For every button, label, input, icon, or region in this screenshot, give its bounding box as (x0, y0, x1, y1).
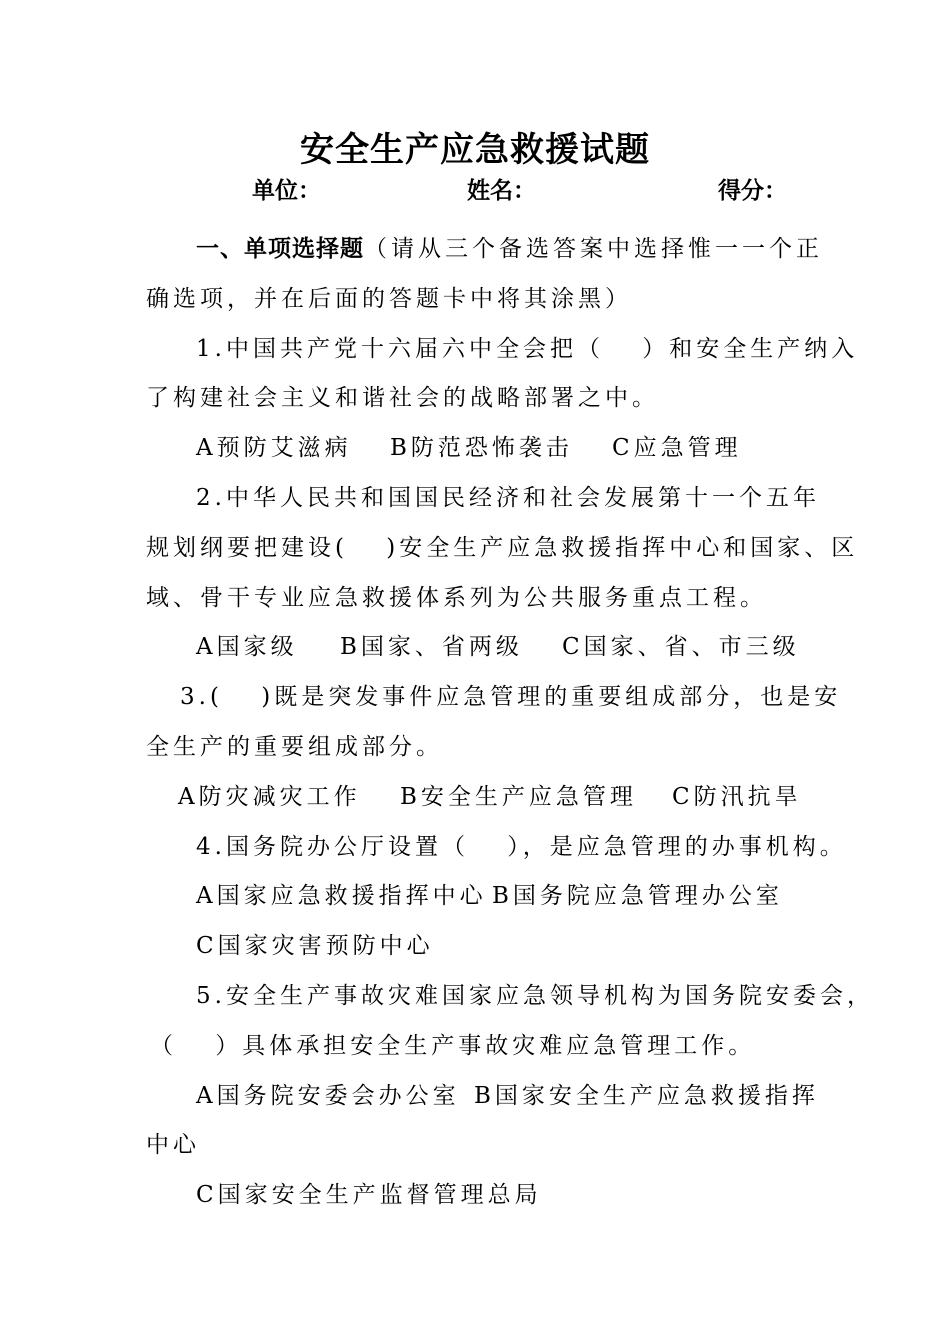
document-title: 安全生产应急救援试题 (300, 130, 650, 170)
section-instruction: （请从三个备选答案中选择惟一一个正 (364, 236, 823, 262)
question-4-option-b: B国务院应急管理办公室 (492, 883, 783, 909)
question-1-text: 1.中国共产党十六届六中全会把（ ）和安全生产纳入 (196, 336, 859, 362)
question-5-text-cont: （ ）具体承担安全生产事故灾难应急管理工作。 (150, 1033, 756, 1059)
question-1-text-cont: 了构建社会主义和谐社会的战略部署之中。 (146, 385, 659, 411)
question-4-option-c: C国家灾害预防中心 (196, 933, 434, 959)
question-2-option-b: B国家、省两级 (340, 634, 523, 660)
section-heading-line (196, 233, 823, 265)
section-heading: 一、单项选择题 (196, 235, 364, 262)
question-1-option-a: A预防艾滋病 (196, 435, 352, 461)
name-label: 姓名： (467, 177, 536, 204)
question-2-text: 2.中华人民共和国国民经济和社会发展第十一个五年 (196, 485, 820, 511)
question-3-text: 3.( )既是突发事件应急管理的重要组成部分，也是安 (180, 684, 842, 710)
question-2-option-c: C国家、省、市三级 (562, 634, 800, 660)
question-5-option-a: A国务院安委会办公室 (196, 1083, 460, 1109)
question-4-text: 4.国务院办公厅设置（ ），是应急管理的办事机构。 (196, 834, 847, 860)
question-3-text-cont: 全生产的重要组成部分。 (146, 734, 443, 760)
score-label: 得分： (718, 177, 787, 204)
question-4-option-a: A国家应急救援指挥中心 (196, 883, 487, 909)
unit-label: 单位： (252, 177, 321, 204)
question-3-option-c: C防汛抗旱 (672, 784, 802, 810)
question-2-option-a: A国家级 (196, 634, 298, 660)
question-1-option-b: B防范恐怖袭击 (390, 435, 573, 461)
question-5-option-c: C国家安全生产监督管理总局 (196, 1182, 542, 1208)
question-5-text: 5.安全生产事故灾难国家应急领导机构为国务院安委会， (196, 983, 874, 1009)
section-instruction-cont: 确选项，并在后面的答题卡中将其涂黑） (146, 286, 632, 312)
question-3-option-a: A防灾减灾工作 (178, 784, 361, 810)
question-2-text-cont: 域、骨干专业应急救援体系列为公共服务重点工程。 (146, 585, 767, 611)
question-3-option-b: B安全生产应急管理 (400, 784, 637, 810)
question-1-option-c: C应急管理 (612, 435, 742, 461)
question-5-option-b-cont: 中心 (146, 1132, 200, 1158)
question-2-text-cont: 规划纲要把建设( )安全生产应急救援指挥中心和国家、区 (146, 535, 859, 561)
question-5-option-b: B国家安全生产应急救援指挥 (474, 1083, 819, 1109)
